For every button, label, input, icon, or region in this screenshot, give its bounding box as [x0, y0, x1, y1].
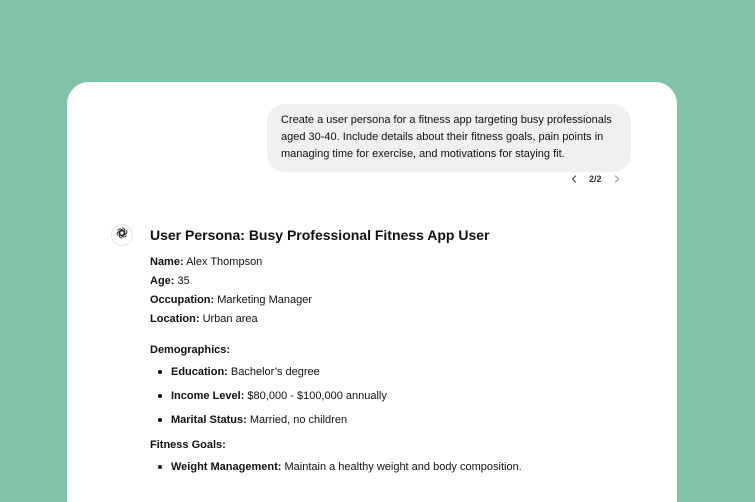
persona-field-age [150, 272, 650, 291]
item-label: Income Level: [171, 390, 245, 402]
item-value: Married, no children [249, 414, 348, 426]
openai-logo-icon [115, 226, 129, 245]
item-value: Maintain a healthy weight and body composition. [284, 461, 522, 473]
field-value: Marketing Manager [217, 294, 313, 306]
field-value: 35 [177, 275, 190, 287]
list-item [150, 388, 650, 404]
demographics-heading: Demographics: [150, 344, 231, 356]
fitness-goals-list [150, 459, 650, 475]
field-value: Urban area [202, 313, 258, 325]
chevron-right-icon[interactable] [610, 172, 624, 186]
fitness-goals-heading: Fitness Goals: [150, 439, 226, 451]
user-message-text: Create a user persona for a fitness app targeting busy professionals aged 30-40. Include details about their fitness goals, pain points in managing time for exercise, and motivations for staying fit. [281, 114, 612, 160]
chevron-left-icon[interactable] [567, 172, 581, 186]
item-label: Weight Management: [171, 461, 282, 473]
response-pager [567, 172, 624, 186]
list-item [150, 412, 650, 428]
chat-panel [67, 82, 677, 502]
item-label: Education: [171, 366, 228, 378]
field-label: Age: [150, 275, 175, 287]
assistant-avatar [111, 224, 133, 246]
item-value: $80,000 - $100,000 annually [247, 390, 387, 402]
list-item [150, 459, 650, 475]
item-label: Marital Status: [171, 414, 247, 426]
field-value: Alex Thompson [186, 256, 263, 268]
persona-field-name [150, 253, 650, 272]
response-title: User Persona: Busy Professional Fitness App User [150, 227, 490, 243]
field-label: Occupation: [150, 294, 215, 306]
demographics-list [150, 364, 650, 428]
persona-field-location [150, 310, 650, 329]
item-value: Bachelor’s degree [230, 366, 320, 378]
persona-field-occupation [150, 291, 650, 310]
response-page-count: 2/2 [589, 174, 602, 184]
assistant-response [150, 225, 650, 483]
field-label: Location: [150, 313, 200, 325]
user-message-bubble [267, 104, 631, 172]
list-item [150, 364, 650, 380]
field-label: Name: [150, 256, 184, 268]
